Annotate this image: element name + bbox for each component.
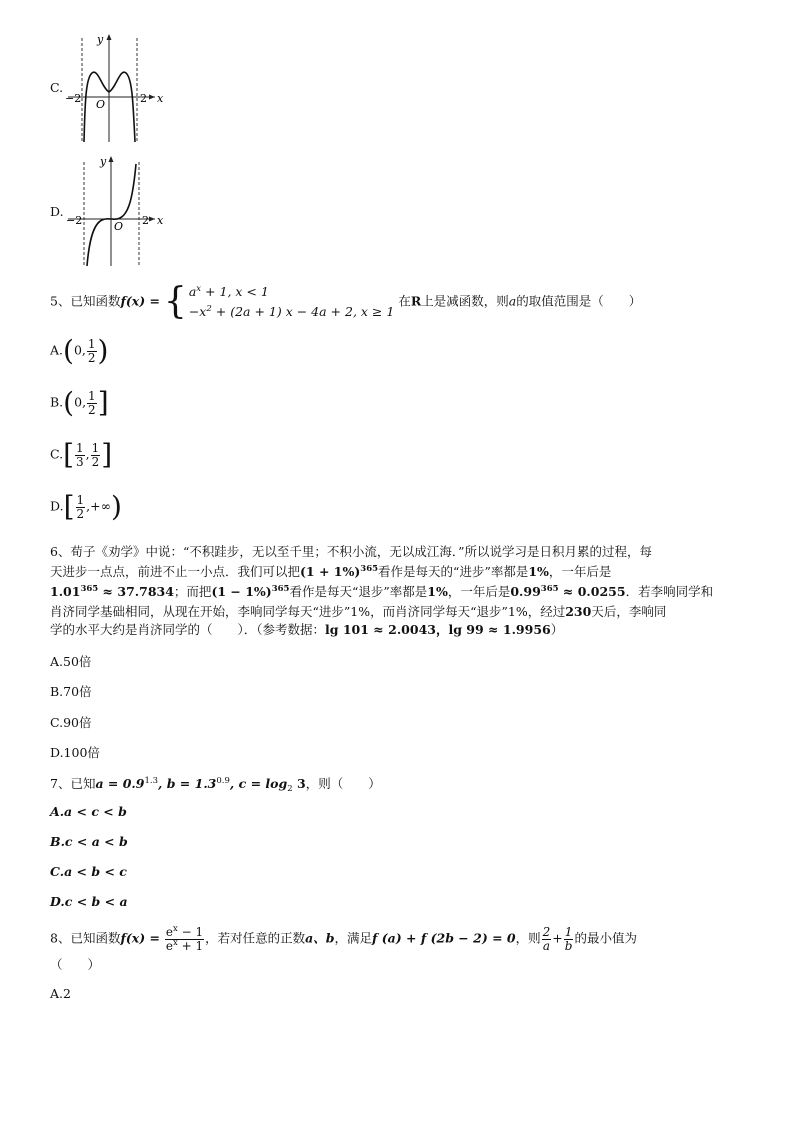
x-axis-arrow-icon [149, 217, 155, 222]
y-axis-arrow-icon [109, 156, 114, 162]
origin-label: O [114, 220, 124, 233]
option-c-label: C. [50, 80, 64, 95]
x-axis-arrow-icon [149, 95, 155, 100]
tick-pos-2: 2 [142, 214, 149, 227]
x-label: x [157, 92, 164, 105]
q8-blank: （ ） [50, 957, 101, 972]
q7-option-a[interactable]: A.a < c < b [50, 804, 127, 819]
q8-option-a[interactable]: A.2 [50, 986, 71, 1001]
tick-pos-2: 2 [140, 92, 147, 105]
q5-func: f(x) = [120, 293, 160, 309]
q6-line-1: 6、荀子《劝学》中说：“不积跬步，无以至千里；不积小流，无以成江海．”所以说学习是日积月累的过程，每 [50, 544, 652, 559]
q5-cases: $a^x + 1$, x < 1 $-x^2 + (2a + 1) x - 4a + 2$, x ≥ 1 [188, 284, 395, 319]
q6-line-5: 学的水平大约是肖济同学的（ ）．（参考数据：lg 101 ≈ 2.0043，lg 99 ≈ 1.9956） [50, 622, 564, 637]
q6-line-4: 肖济同学基础相同，从现在开始，李响同学每天“进步”1%，而肖济同学每天“退步”1%，经过230天后，李响同 [50, 604, 667, 619]
option-d-label: D. [50, 204, 64, 219]
q6-option-c[interactable]: C.90倍 [50, 715, 92, 730]
q6-line-3: $1.01^{365} \approx 37.7834$；而把$(1 - 1\%)^{365}$看作是每天“退步”率都是1%，一年后是$0.99^{365} \approx 0.0255$．若李响同学和 [50, 584, 714, 599]
origin-label: O [96, 98, 106, 111]
q6-option-b[interactable]: B.70倍 [50, 684, 92, 699]
question-7-stem: 7、已知$a = 0.9^{1.3}$, $b = 1.3^{0.9}$, $c = \log_2 3$，则（ ） [50, 776, 381, 794]
q5-option-a[interactable]: A.(0, $\frac{1}{2}$ ) [50, 334, 109, 367]
q5-option-d[interactable]: D.[ $\frac{1}{2}$ ,+∞) [50, 490, 122, 523]
q7-option-c[interactable]: C.a < b < c [50, 864, 127, 879]
tick-neg-2: −2 [65, 92, 82, 105]
q7-option-d[interactable]: D.c < b < a [50, 894, 128, 909]
q5-prefix: 5、已知函数 [50, 293, 121, 309]
q6-line-2: 天进步一点点，前进不止一小点．我们可以把$(1 + 1\%)^{365}$看作是每天的“进步”率都是1%，一年后是 [50, 564, 612, 579]
q6-option-a[interactable]: A.50倍 [50, 654, 92, 669]
y-label: y [97, 33, 104, 46]
x-label: x [157, 214, 164, 227]
question-5-stem: 5、已知函数f(x) = { $a^x + 1$, x < 1 $-x^2 + (2a + 1) x - 4a + 2$, x ≥ 1 在R上是减函数，则a的取值范围是（ ） [50, 281, 642, 322]
q5-option-b[interactable]: B.(0, $\frac{1}{2}$ ] [50, 386, 109, 419]
q7-option-b[interactable]: B.c < a < b [50, 834, 128, 849]
graph-c [60, 30, 170, 148]
y-axis-arrow-icon [107, 34, 112, 40]
q6-option-d[interactable]: D.100倍 [50, 745, 100, 760]
graph-d [60, 152, 170, 270]
y-label: y [100, 155, 107, 168]
tick-neg-2: −2 [66, 214, 83, 227]
question-8-stem: 8、已知函数f(x) = $\frac{e^x - 1}{e^x + 1}$ ，若对任意的正数a、b，满足f (a) + f (2b − 2) = 0，则 $\frac{2}{a}$ + $\frac{1}{b}$ 的最小值为 [50, 924, 637, 953]
q8-func-fraction: $\frac{e^x - 1}{e^x + 1}$ [165, 924, 204, 953]
q5-brace: { [163, 281, 187, 322]
q5-option-c[interactable]: C.[ $\frac{1}{3}$ , $\frac{1}{2}$ ] [50, 438, 113, 471]
